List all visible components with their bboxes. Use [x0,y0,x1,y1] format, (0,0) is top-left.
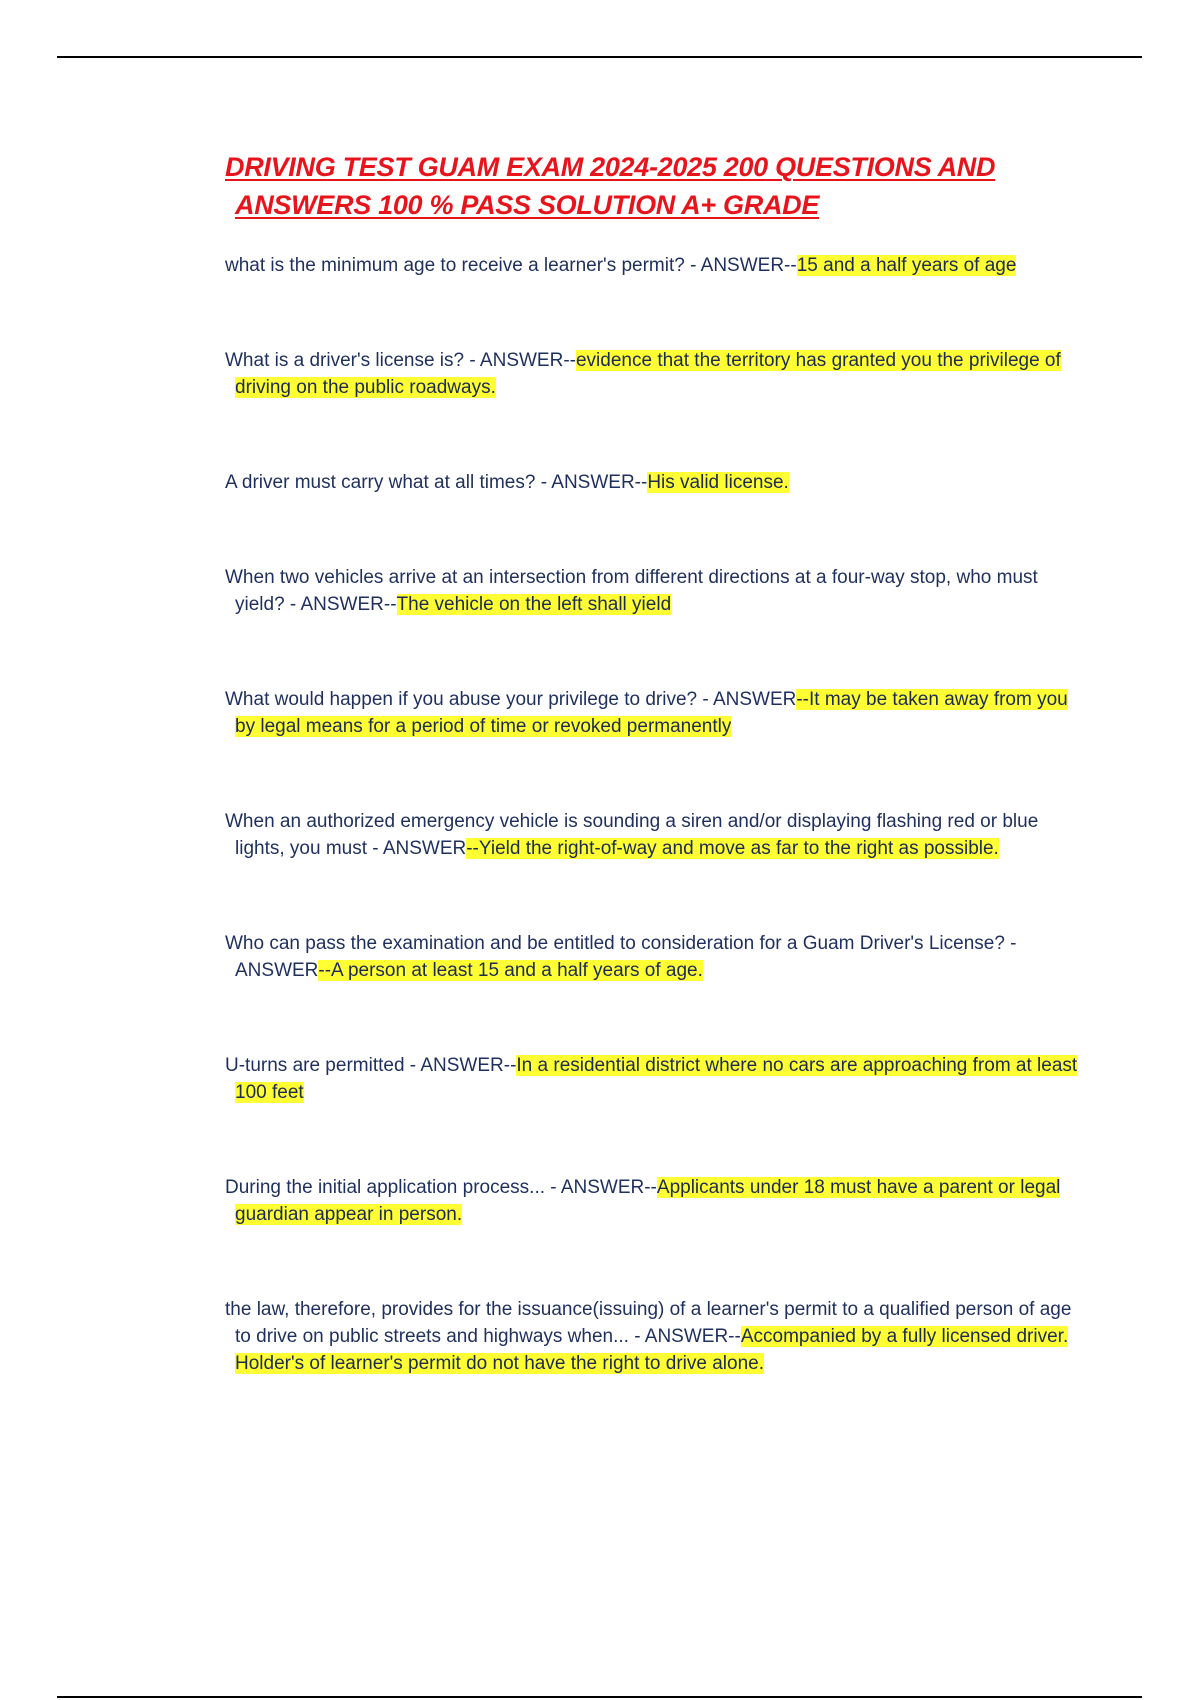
answer-highlight: --It may be taken away from you by legal means for a period of time or revoked permanently [235,689,1068,737]
question-text: the law, therefore, provides for the issuance(issuing) of a learner's permit to a qualified person of age to drive on public streets and highways when... - ANSWER-- [225,1299,1072,1347]
qa-item [225,564,1085,618]
answer-highlight: evidence that the territory has granted you the privilege of driving on the public roadways. [235,350,1061,398]
qa-list [225,252,1085,1377]
question-text: What would happen if you abuse your privilege to drive? - ANSWER [225,689,797,710]
question-text: what is the minimum age to receive a learner's permit? - ANSWER-- [225,255,797,276]
answer-highlight: 15 and a half years of age [796,255,1017,276]
bottom-rule [57,1696,1142,1698]
question-text: When two vehicles arrive at an intersection from different directions at a four-way stop, who must yield? - ANSWER-- [225,567,1038,615]
answer-highlight: Applicants under 18 must have a parent or legal guardian appear in person. [235,1177,1061,1225]
qa-item [225,686,1085,740]
answer-highlight: The vehicle on the left shall yield [396,594,672,615]
question-text: A driver must carry what at all times? - ANSWER-- [225,472,648,493]
question-text: When an authorized emergency vehicle is sounding a siren and/or displaying flashing red or blue lights, you must - ANSWER [225,811,1039,859]
question-text: Who can pass the examination and be entitled to consideration for a Guam Driver's License? - ANSWER [225,933,1017,981]
answer-highlight: Accompanied by a fully licensed driver. Holder's of learner's permit do not have the right to drive alone. [235,1326,1069,1374]
question-text: U-turns are permitted - ANSWER-- [225,1055,517,1076]
qa-item [225,1174,1085,1228]
answer-highlight: --A person at least 15 and a half years of age. [318,960,703,981]
answer-highlight: --Yield the right-of-way and move as far to the right as possible. [466,838,999,859]
question-text: What is a driver's license is? - ANSWER-- [225,350,576,371]
qa-item [225,347,1085,401]
qa-item [225,252,1085,279]
qa-item [225,469,1085,496]
question-text: During the initial application process... - ANSWER-- [225,1177,657,1198]
qa-item [225,930,1085,984]
qa-item [225,808,1085,862]
qa-item [225,1296,1085,1377]
title-line-1: DRIVING TEST GUAM EXAM 2024-2025 200 QUESTIONS AND [225,152,996,182]
document-body [225,148,1085,1377]
document-title [225,148,1085,224]
answer-highlight: In a residential district where no cars are approaching from at least 100 feet [235,1055,1078,1103]
qa-item [225,1052,1085,1106]
top-rule [57,56,1142,58]
answer-highlight: His valid license. [647,472,789,493]
title-line-2: ANSWERS 100 % PASS SOLUTION A+ GRADE [235,190,820,220]
